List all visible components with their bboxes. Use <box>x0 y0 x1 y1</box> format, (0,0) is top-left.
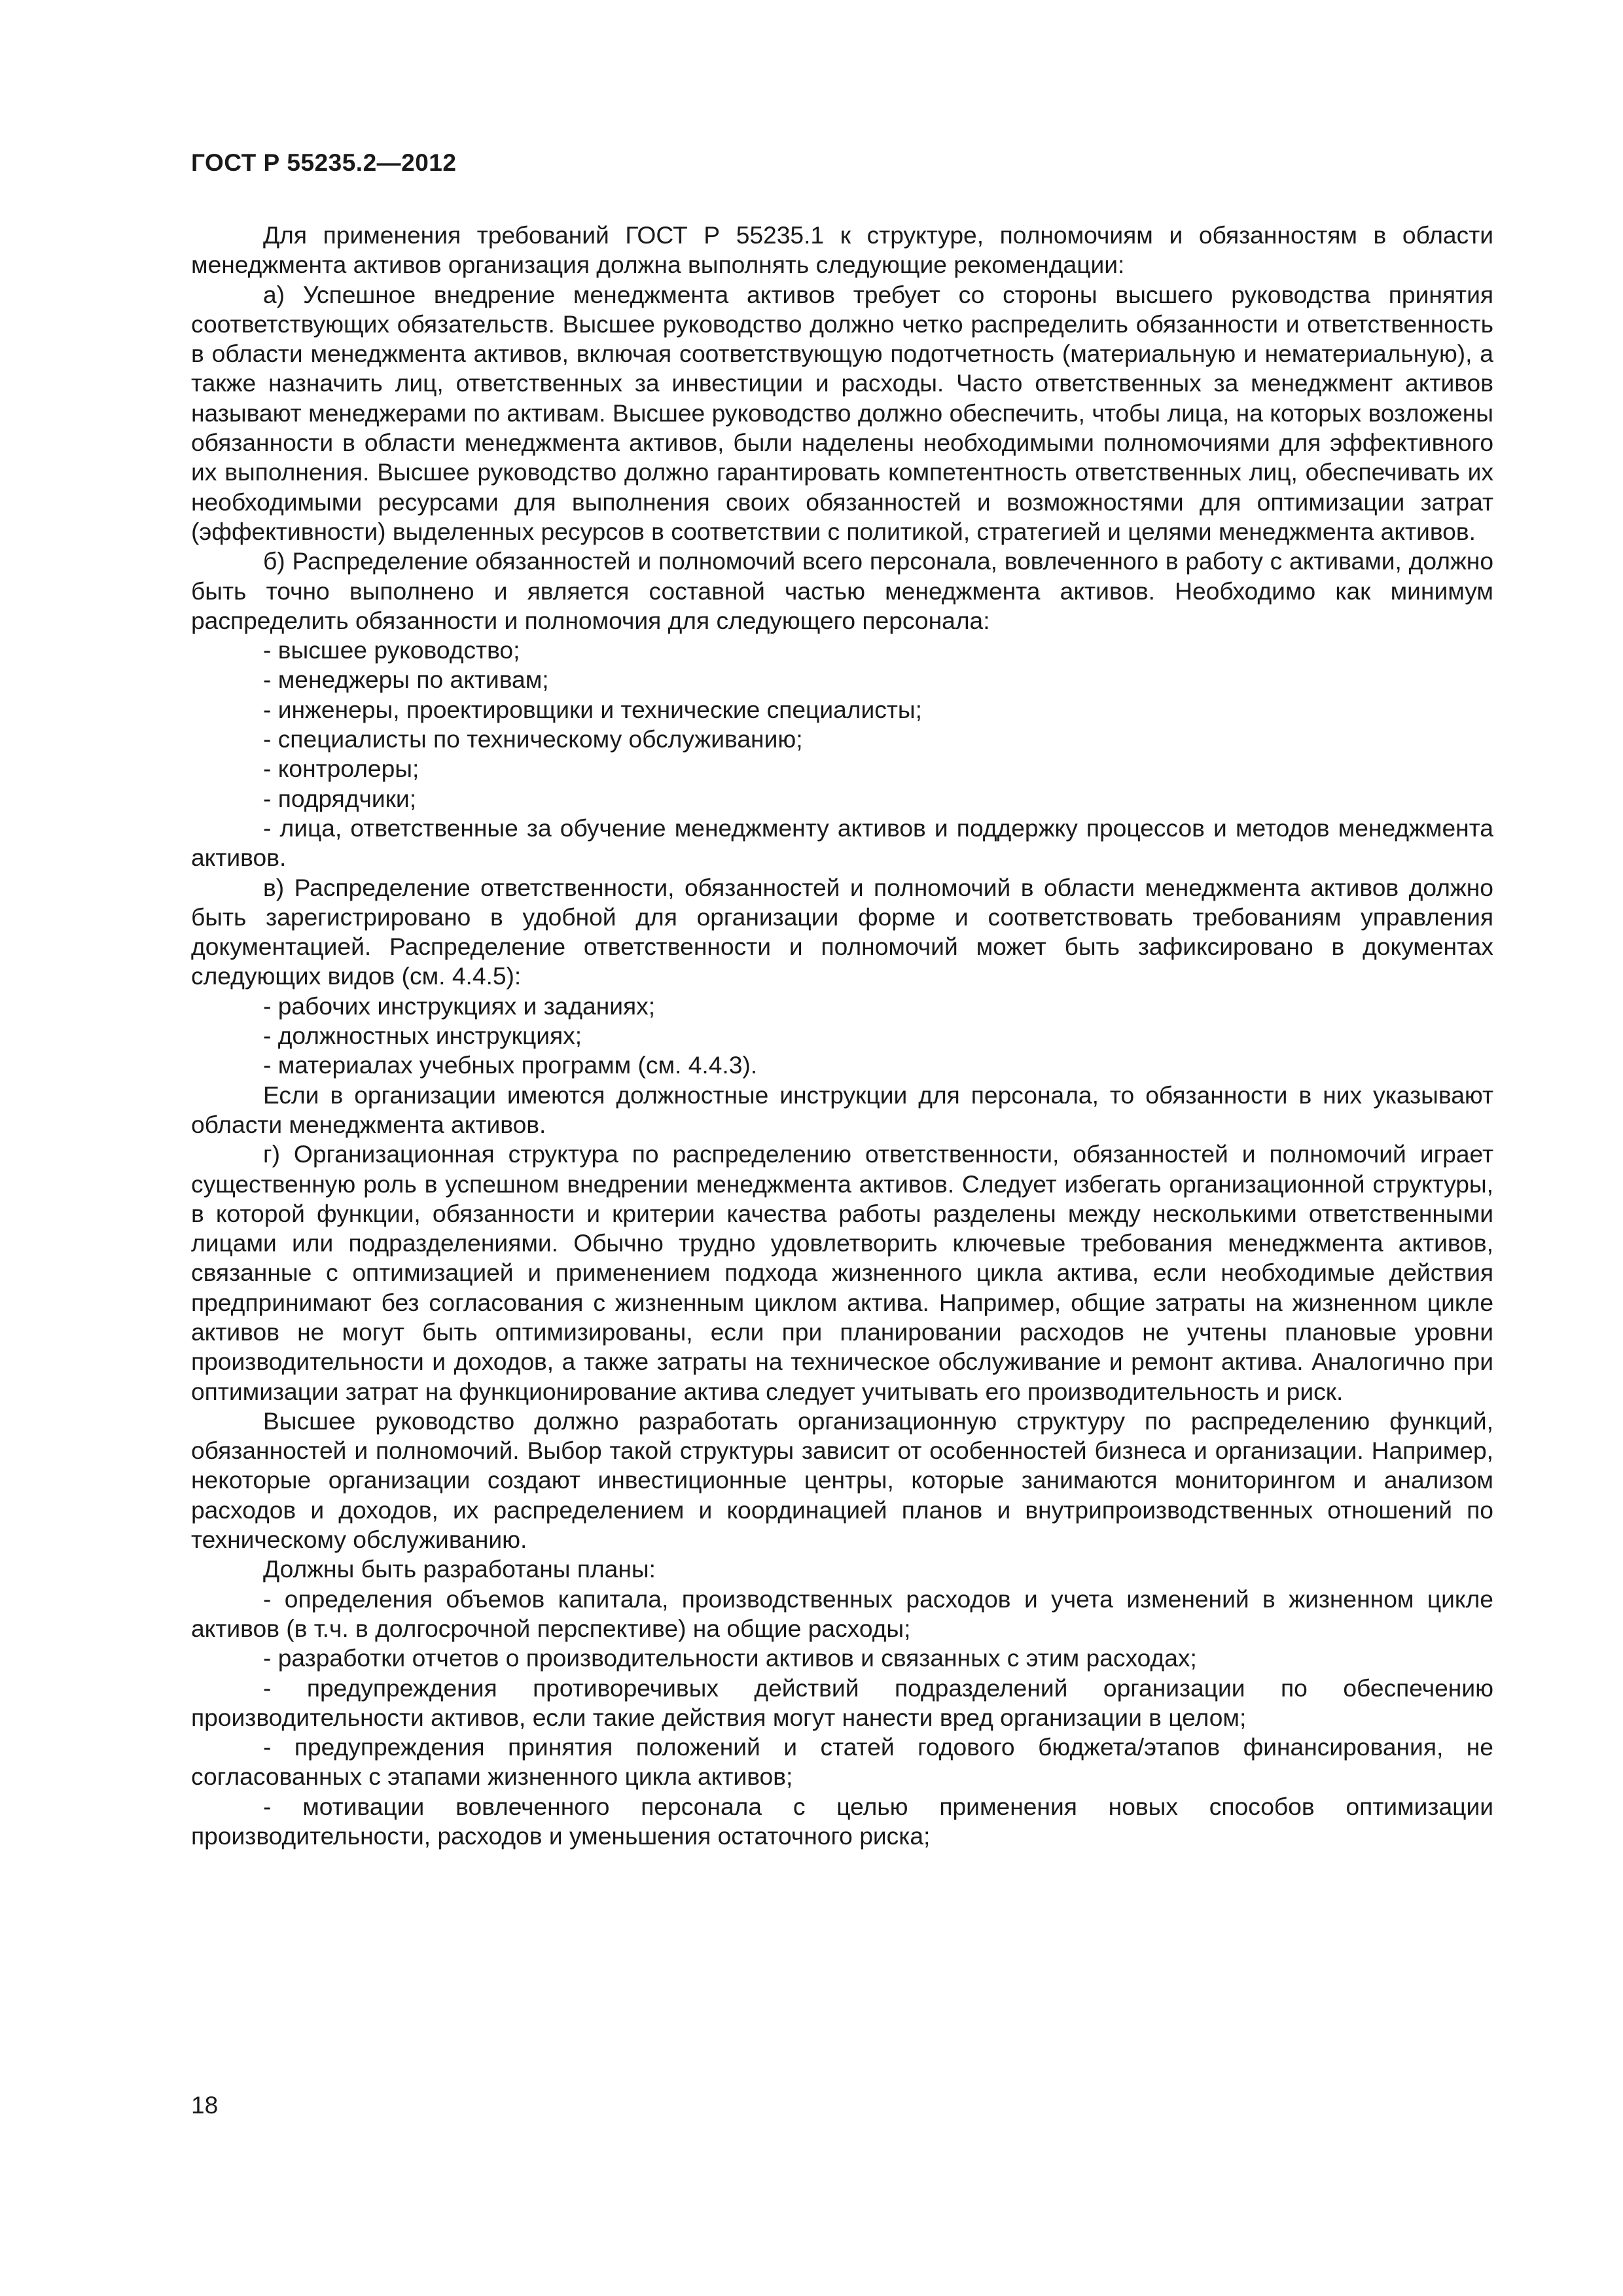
list-item: - инженеры, проектировщики и технические специалисты; <box>263 695 922 723</box>
paragraph-top-management: Высшее руководство должно разработать организационную структуру по распределению функций, обязанностей и полномочий. Выбор такой структуры зависит от особенностей бизнеса и организации. Например, некоторые организации создают инвестиционные центры, которые занимаются мониторингом и анализом расходов и доходов, их распределением и координацией планов и внутрипроизводственных отношений по техническому обслуживанию. <box>191 1407 1493 1554</box>
list-item: - мотивации вовлеченного персонала с целью применения новых способов оптимизации производительности, расходов и уменьшения остаточного риска; <box>191 1792 1493 1850</box>
list-item: - высшее руководство; <box>263 636 520 664</box>
list-item: - должностных инструкциях; <box>263 1022 582 1050</box>
list-item: - материалах учебных программ (см. 4.4.3). <box>263 1051 758 1079</box>
paragraph-v: в) Распределение ответственности, обязанностей и полномочий в области менеджмента активов должно быть зарегистрировано в удобной для организации форме и соответствовать требованиям управления документацией. Распределение ответственности и полномочий может быть зафиксировано в документах следующих видов (см. 4.4.5): <box>191 873 1493 990</box>
paragraph-a: а) Успешное внедрение менеджмента активов требует со стороны высшего руководства принятия соответствующих обязательств. Высшее руководство должно четко распределить обязанности и ответственность в области менеджмента активов, включая соответствующую подотчетность (материальную и нематериальную), а также назначить лиц, ответственных за инвестиции и расходы. Часто ответственных за менеджмент активов называют менеджерами по активам. Высшее руководство должно обеспечить, чтобы лица, на которых возложены обязанности в области менеджмента активов, были наделены необходимыми полномочиями для эффективного их выполнения. Высшее руководство должно гарантировать компетентность ответственных лиц, обеспечивать их необходимыми ресурсами для выполнения своих обязанностей и возможностями для оптимизации затрат (эффективности) выделенных ресурсов в соответствии с политикой, стратегией и целями менеджмента активов. <box>191 280 1493 545</box>
paragraph-plans-intro: Должны быть разработаны планы: <box>263 1555 656 1583</box>
paragraph-g: г) Организационная структура по распределению ответственности, обязанностей и полномочий играет существенную роль в успешном внедрении менеджмента активов. Следует избегать организационной структуры, в которой функции, обязанности и критерии качества работы разделены между несколькими ответственными лицами или подразделениями. Обычно трудно удовлетворить ключевые требования менеджмента активов, связанные с оптимизацией и применением подхода жизненного цикла актива, если необходимые действия предпринимают без согласования с жизненным циклом актива. Например, общие затраты на жизненном цикле активов не могут быть оптимизированы, если при планировании расходов не учтены плановые уровни производительности и доходов, а также затраты на техническое обслуживание и ремонт актива. Аналогично при оптимизации затрат на функционирование актива следует учитывать его производительность и риск. <box>191 1140 1493 1405</box>
document-body <box>191 221 1493 1851</box>
list-item: - специалисты по техническому обслуживанию; <box>263 725 803 753</box>
list-item: - определения объемов капитала, производственных расходов и учета изменений в жизненном цикле активов (в т.ч. в долгосрочной перспективе) на общие расходы; <box>191 1585 1493 1642</box>
list-item: - рабочих инструкциях и заданиях; <box>263 992 656 1020</box>
list-item: - предупреждения противоречивых действий подразделений организации по обеспечению производительности активов, если такие действия могут нанести вред организации в целом; <box>191 1674 1493 1731</box>
paragraph-job-descriptions: Если в организации имеются должностные инструкции для персонала, то обязанности в них указывают области менеджмента активов. <box>191 1081 1493 1138</box>
document-header: ГОСТ Р 55235.2—2012 <box>191 149 457 176</box>
list-item: - лица, ответственные за обучение менеджменту активов и поддержку процессов и методов менеджмента активов. <box>191 814 1493 872</box>
list-item: - подрядчики; <box>263 784 417 812</box>
paragraph-b: б) Распределение обязанностей и полномочий всего персонала, вовлеченного в работу с активами, должно быть точно выполнено и является составной частью менеджмента активов. Необходимо как минимум распределить обязанности и полномочия для следующего персонала: <box>191 547 1493 634</box>
paragraph-intro: Для применения требований ГОСТ Р 55235.1 к структуре, полномочиям и обязанностям в области менеджмента активов организация должна выполнять следующие рекомендации: <box>191 221 1493 279</box>
list-item: - разработки отчетов о производительности активов и связанных с этим расходах; <box>263 1644 1197 1672</box>
list-item: - контролеры; <box>263 755 419 783</box>
page-number: 18 <box>191 2092 219 2119</box>
list-item: - предупреждения принятия положений и статей годового бюджета/этапов финансирования, не согласованных с этапами жизненного цикла активов; <box>191 1733 1493 1791</box>
list-item: - менеджеры по активам; <box>263 666 549 694</box>
